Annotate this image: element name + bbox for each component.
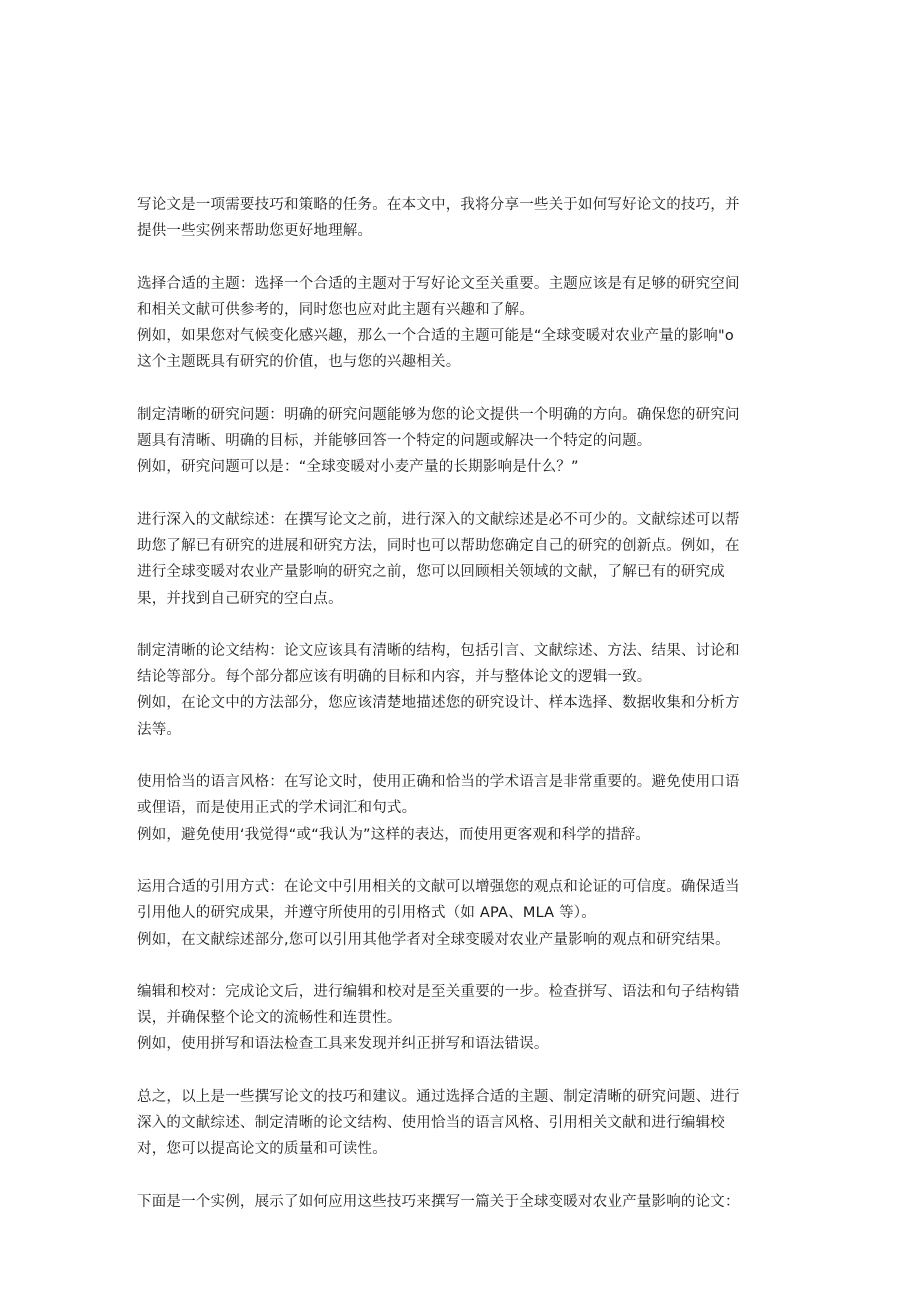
text-line: 误，并确保整个论文的流畅性和连贯性。 bbox=[137, 1010, 402, 1027]
text-line: 引用他人的研究成果，并遵守所使用的引用格式（如 APA、MLA 等）。 bbox=[137, 905, 596, 922]
text-line: 选择合适的主题：选择一个合适的主题对于写好论文至关重要。主题应该是有足够的研究空间 bbox=[137, 275, 740, 292]
example-intro-paragraph bbox=[137, 1189, 777, 1215]
text-line: 下面是一个实例，展示了如何应用这些技巧来撰写一篇关于全球变暖对农业产量影响的论文： bbox=[137, 1193, 740, 1210]
editing-paragraph bbox=[137, 979, 777, 1058]
text-line: 和相关文献可供参考的，同时您也应对此主题有兴趣和了解。 bbox=[137, 301, 534, 318]
intro-paragraph bbox=[137, 192, 777, 245]
text-line: 编辑和校对：完成论文后，进行编辑和校对是至关重要的一步。检查拼写、语法和句子结构错 bbox=[137, 983, 740, 1000]
topic-paragraph bbox=[137, 271, 777, 376]
example-line: 例如，研究问题可以是：“全球变暖对小麦产量的长期影响是什么？” bbox=[137, 459, 579, 476]
structure-paragraph bbox=[137, 638, 777, 743]
text-line: 进行深入的文献综述：在撰写论文之前，进行深入的文献综述是必不可少的。文献综述可以帮 bbox=[137, 511, 740, 528]
example-line: 例如，使用拼写和语法检查工具来发现并纠正拼写和语法错误。 bbox=[137, 1036, 549, 1053]
summary-paragraph bbox=[137, 1084, 777, 1163]
text-line: 运用合适的引用方式：在论文中引用相关的文献可以增强您的观点和论证的可信度。确保适当 bbox=[137, 878, 740, 895]
research-question-paragraph bbox=[137, 402, 777, 481]
text-line: 结论等部分。每个部分都应该有明确的目标和内容，并与整体论文的逻辑一致。 bbox=[137, 669, 652, 686]
text-line: 使用恰当的语言风格：在写论文时，使用正确和恰当的学术语言是非常重要的。避免使用口语 bbox=[137, 774, 740, 791]
text-line: 进行全球变暖对农业产量影响的研究之前，您可以回顾相关领域的文献，了解已有的研究成 bbox=[137, 564, 725, 581]
text-line: 或俚语，而是使用正式的学术词汇和句式。 bbox=[137, 800, 417, 817]
example-line: 例如，避免使用‘我觉得“或“我认为”这样的表达，而使用更客观和科学的措辞。 bbox=[137, 826, 651, 843]
example-line: 例如，如果您对气候变化感兴趣，那么一个合适的主题可能是“全球变暖对农业产量的影响"o bbox=[137, 328, 734, 345]
document-page bbox=[137, 192, 777, 1215]
text-line: 对，您可以提高论文的质量和可读性。 bbox=[137, 1141, 387, 1158]
example-line: 例如，在文献综述部分,您可以引用其他学者对全球变暖对农业产量影响的观点和研究结果。 bbox=[137, 931, 730, 948]
text-line: 制定清晰的论文结构：论文应该具有清晰的结构，包括引言、文献综述、方法、结果、讨论和 bbox=[137, 642, 740, 659]
text-line: 总之，以上是一些撰写论文的技巧和建议。通过选择合适的主题、制定清晰的研究问题、进行 bbox=[137, 1088, 740, 1105]
text-line: 题具有清晰、明确的目标，并能够回答一个特定的问题或解决一个特定的问题。 bbox=[137, 433, 652, 450]
language-style-paragraph bbox=[137, 769, 777, 848]
text-line: 深入的文献综述、制定清晰的论文结构、使用恰当的语言风格、引用相关文献和进行编辑校 bbox=[137, 1115, 725, 1132]
example-line: 例如，在论文中的方法部分，您应该清楚地描述您的研究设计、样本选择、数据收集和分析方 bbox=[137, 695, 740, 712]
text-line: 制定清晰的研究问题：明确的研究问题能够为您的论文提供一个明确的方向。确保您的研究问 bbox=[137, 406, 740, 423]
example-line: 法等。 bbox=[137, 721, 182, 738]
text-line: 写论文是一项需要技巧和策略的任务。在本文中，我将分享一些关于如何写好论文的技巧，并 bbox=[137, 197, 740, 213]
text-line: 提供一些实例来帮助您更好地理解。 bbox=[137, 223, 373, 240]
text-line: 助您了解已有研究的进展和研究方法，同时也可以帮助您确定自己的研究的创新点。例如，在 bbox=[137, 537, 740, 554]
text-line: 果，并找到自己研究的空白点。 bbox=[137, 590, 343, 607]
literature-review-paragraph bbox=[137, 507, 777, 612]
example-line: 这个主题既具有研究的价值，也与您的兴趣相关。 bbox=[137, 354, 461, 371]
citation-paragraph bbox=[137, 874, 777, 953]
